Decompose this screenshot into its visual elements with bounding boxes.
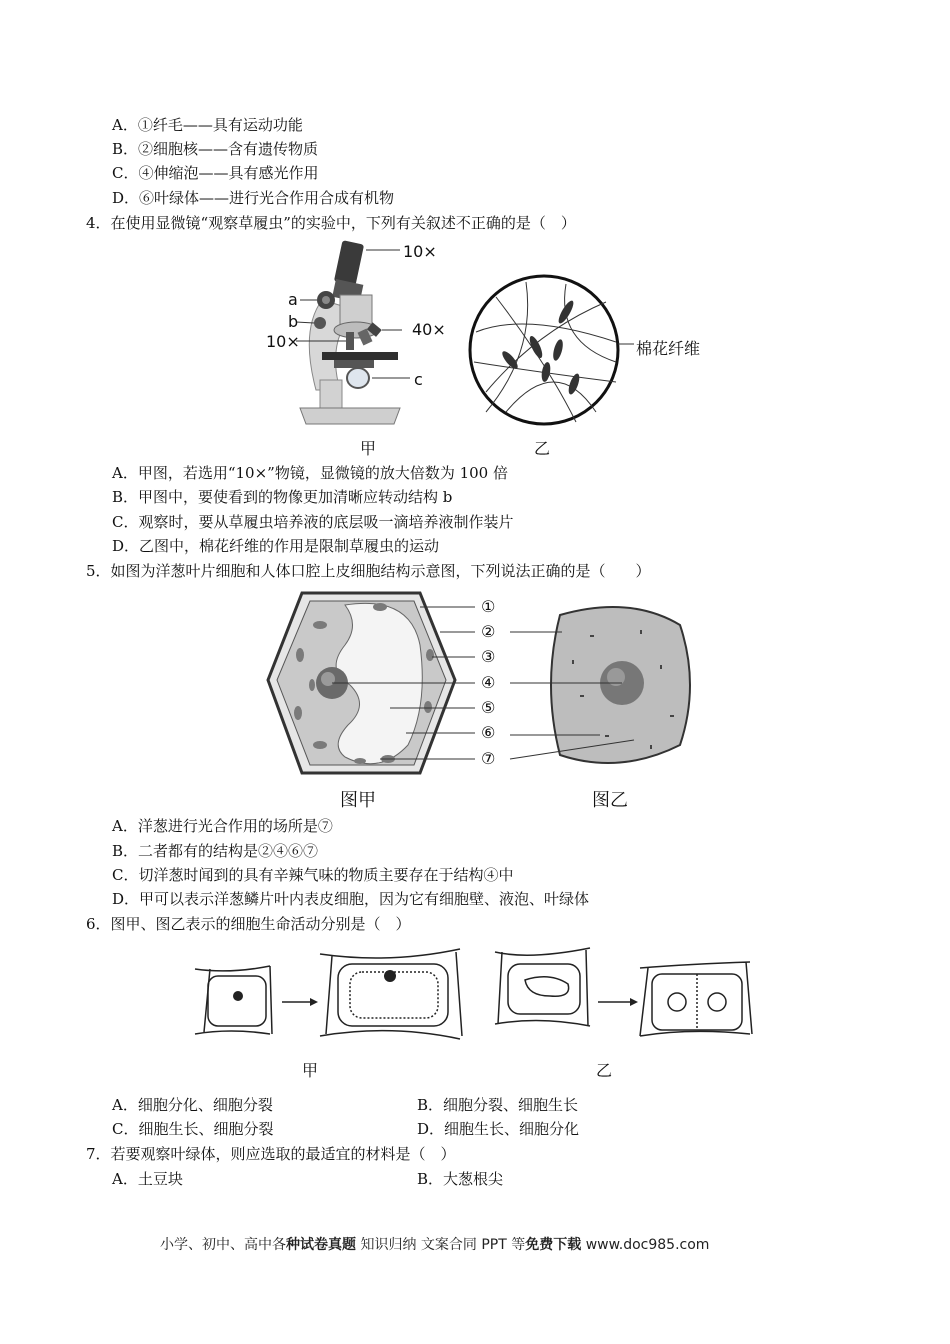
q7-option-b: B．大葱根尖 — [417, 1170, 504, 1188]
q5-option-a: A．洋葱进行光合作用的场所是⑦ — [112, 817, 333, 835]
caption-jia: 甲 — [360, 439, 377, 458]
q4-option-a: A．甲图，若选用“10×”物镜，显微镜的放大倍数为 100 倍 — [112, 464, 508, 482]
paramecium-view-figure — [466, 272, 626, 432]
label-cotton-fiber: 棉花纤维 — [636, 339, 701, 358]
q3-option-d: D．⑥叶绿体——进行光合作用合成有机物 — [112, 189, 395, 207]
q4-option-b: B．甲图中，要使看到的物像更加清晰应转动结构 b — [112, 488, 453, 506]
caption-yi: 乙 — [534, 439, 551, 458]
q4-option-d: D．乙图中，棉花纤维的作用是限制草履虫的运动 — [112, 537, 440, 555]
cell-activity-figure — [190, 944, 770, 1044]
footer-bold-1: 种试卷真题 — [286, 1237, 356, 1253]
caption-q6-jia: 甲 — [302, 1061, 319, 1080]
label-b: b — [288, 312, 299, 331]
q6-option-a: A．细胞分化、细胞分裂 — [112, 1096, 273, 1114]
marker-2: ② — [481, 622, 496, 641]
footer-text-1: 小学、初中、高中各 — [160, 1237, 286, 1253]
footer-bold-2: 免费下载 — [525, 1237, 582, 1253]
marker-4: ④ — [481, 673, 496, 692]
q7-option-a: A．土豆块 — [112, 1170, 183, 1188]
footer-url[interactable]: www.doc985.com — [581, 1237, 710, 1253]
marker-3: ③ — [481, 647, 496, 666]
marker-7: ⑦ — [481, 749, 496, 768]
marker-1: ① — [481, 597, 496, 616]
q5-option-b: B．二者都有的结构是②④⑥⑦ — [112, 842, 319, 860]
footer-text-2: 知识归纳 文案合同 PPT 等 — [356, 1237, 526, 1253]
q6-stem: 6．图甲、图乙表示的细胞生命活动分别是（ ） — [86, 915, 411, 933]
q4-stem: 4．在使用显微镜“观察草履虫”的实验中，下列有关叙述不正确的是（ ） — [86, 214, 576, 232]
marker-6: ⑥ — [481, 723, 496, 742]
q5-option-d: D．甲可以表示洋葱鳞片叶内表皮细胞，因为它有细胞壁、液泡、叶绿体 — [112, 890, 590, 908]
q7-stem: 7．若要观察叶绿体，则应选取的最适宜的材料是（ ） — [86, 1145, 456, 1163]
q5-stem: 5．如图为洋葱叶片细胞和人体口腔上皮细胞结构示意图，下列说法正确的是（ ） — [86, 562, 651, 580]
marker-5: ⑤ — [481, 698, 496, 717]
caption-q6-yi: 乙 — [596, 1061, 613, 1080]
label-high-objective: 40× — [412, 320, 446, 339]
q6-option-b: B．细胞分裂、细胞生长 — [417, 1096, 579, 1114]
label-a: a — [288, 290, 298, 309]
label-c: c — [414, 370, 423, 389]
q4-option-c: C．观察时，要从草履虫培养液的底层吸一滴培养液制作装片 — [112, 513, 514, 531]
q3-option-c: C．④伸缩泡——具有感光作用 — [112, 164, 319, 182]
caption-figure-jia: 图甲 — [340, 790, 376, 811]
q6-option-c: C．细胞生长、细胞分裂 — [112, 1120, 274, 1138]
footer-banner — [160, 1234, 709, 1254]
label-low-objective: 10× — [266, 332, 300, 351]
label-eyepiece: 10× — [403, 242, 437, 261]
q6-option-d: D．细胞生长、细胞分化 — [417, 1120, 580, 1138]
q3-option-a: A．①纤毛——具有运动功能 — [112, 116, 303, 134]
caption-figure-yi: 图乙 — [592, 790, 628, 811]
cell-structure-figure — [260, 585, 700, 785]
q5-option-c: C．切洋葱时闻到的具有辛辣气味的物质主要存在于结构④中 — [112, 866, 514, 884]
q3-option-b: B．②细胞核——含有遗传物质 — [112, 140, 319, 158]
